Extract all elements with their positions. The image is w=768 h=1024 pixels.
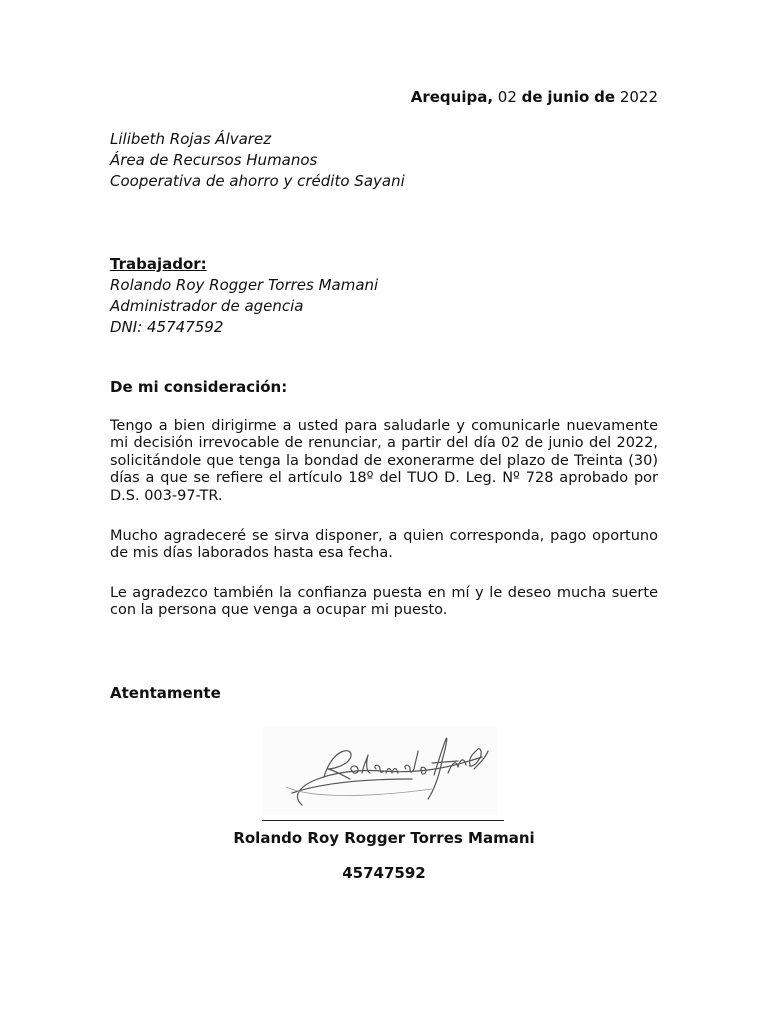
date-year: 2022 (619, 88, 658, 106)
recipient-company: Cooperativa de ahorro y crédito Sayani (110, 172, 405, 190)
body-paragraph-1: Tengo a bien dirigirme a usted para saludarle y comunicarle nuevamente mi decisión irrevocable de renunciar, a partir del día 02 de junio del 2022, solicitándole que tenga la bondad de exonerarme del plazo de Treinta (30) días a que se refiere el artículo 18º del TUO D. Leg. Nº 728 aprobado por D.S. 003-97-TR. (110, 418, 658, 504)
date-month: junio (547, 88, 590, 106)
date-de-1: de (521, 88, 543, 106)
signature-line (262, 820, 504, 821)
worker-role: Administrador de agencia (110, 297, 304, 315)
signer-name: Rolando Roy Rogger Torres Mamani (233, 829, 535, 847)
recipient-name: Lilibeth Rojas Álvarez (110, 130, 272, 148)
date-de-2: de (594, 88, 616, 106)
recipient-area: Área de Recursos Humanos (110, 151, 318, 169)
date-line (411, 88, 658, 106)
worker-dni: DNI: 45747592 (110, 318, 224, 336)
body-paragraph-3: Le agradezco también la confianza puesta en mí y le deseo mucha suerte con la persona que venga a ocupar mi puesto. (110, 585, 658, 619)
recipient-block (110, 129, 405, 192)
date-city: Arequipa, (410, 88, 494, 106)
date-day: 02 (497, 88, 517, 106)
signer-dni: 45747592 (342, 864, 426, 882)
handwritten-signature (262, 727, 498, 815)
salutation: De mi consideración: (110, 378, 288, 396)
worker-block (110, 254, 378, 338)
worker-heading: Trabajador: (110, 255, 207, 273)
worker-name: Rolando Roy Rogger Torres Mamani (110, 276, 379, 294)
closing-text: Atentamente (110, 684, 221, 702)
body-paragraph-2: Mucho agradeceré se sirva disponer, a quien corresponda, pago oportuno de mis días laborados hasta esa fecha. (110, 528, 658, 562)
